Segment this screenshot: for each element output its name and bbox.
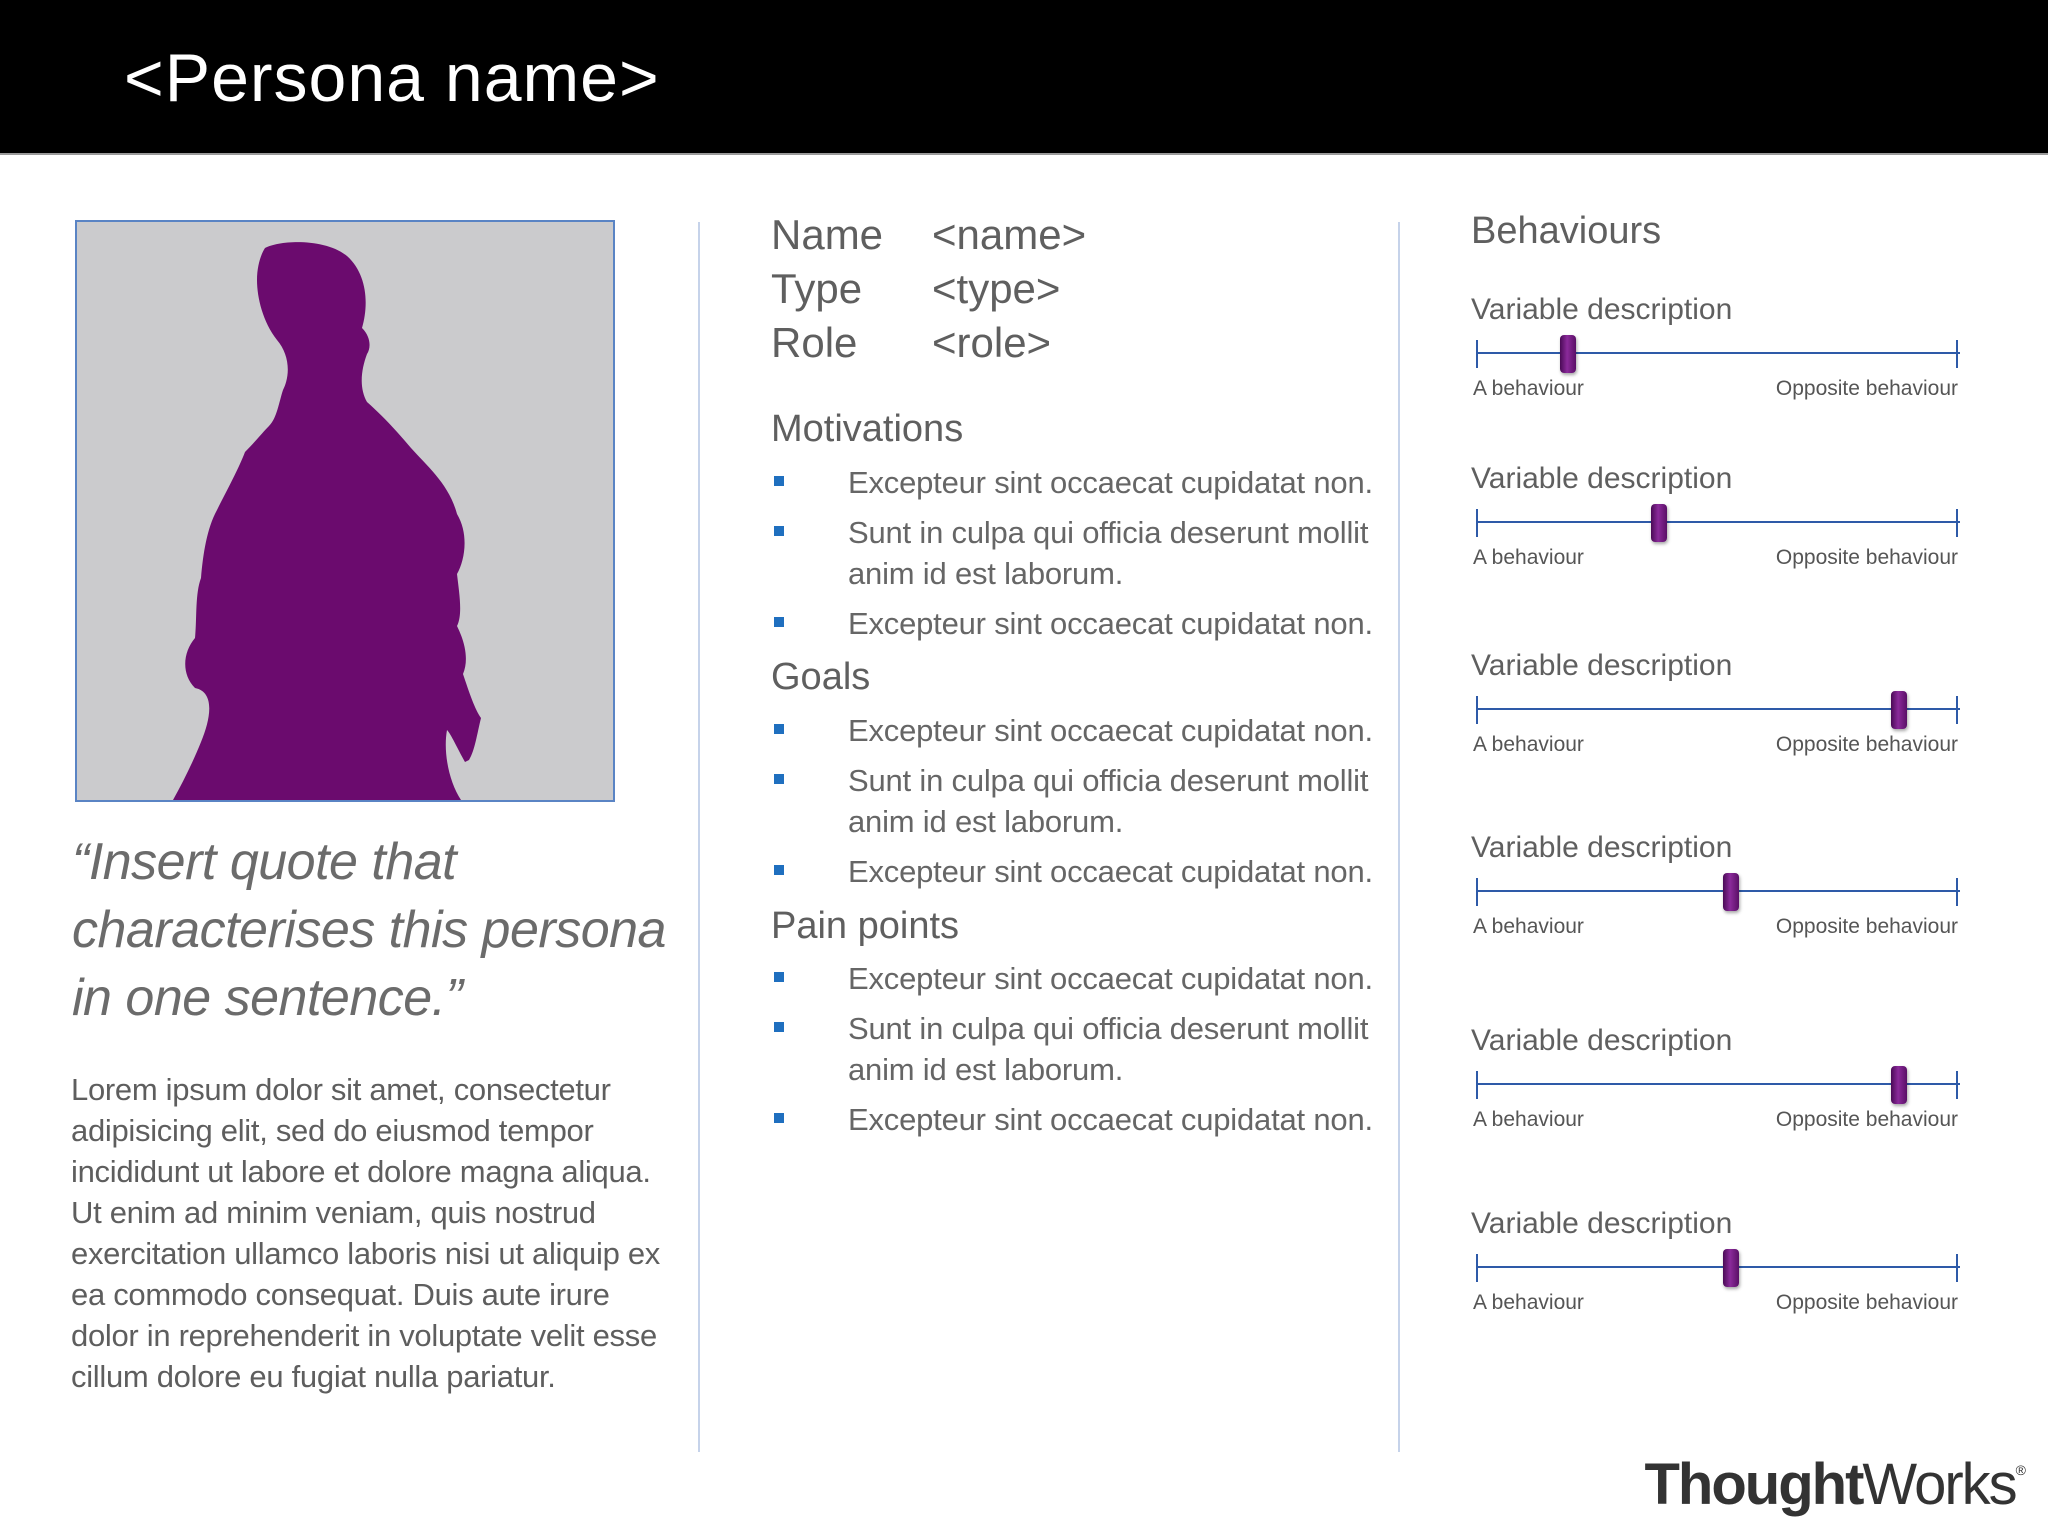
- fact-value: <type>: [932, 265, 1061, 312]
- persona-photo: [75, 220, 615, 802]
- scale-track: [1476, 521, 1960, 523]
- scale-end-right: [1956, 878, 1958, 906]
- list-item: Excepteur sint occaecat cupidatat non.: [771, 851, 1391, 892]
- scale-right-label: Opposite behaviour: [1775, 1108, 1958, 1131]
- bullet-square-icon: [774, 476, 784, 486]
- fact-row-role: [771, 316, 1086, 370]
- person-silhouette-icon: [77, 222, 613, 800]
- list-item: Excepteur sint occaecat cupidatat non.: [771, 710, 1391, 751]
- scale-end-right: [1956, 696, 1958, 724]
- bullet-square-icon: [774, 526, 784, 536]
- thoughtworks-logo: ThoughtWorks®: [1644, 1452, 2026, 1517]
- behaviour-description: Variable description: [1471, 293, 1733, 326]
- scale-end-right: [1956, 509, 1958, 537]
- bullet-square-icon: [774, 972, 784, 982]
- scale-left-label: A behaviour: [1473, 377, 1584, 400]
- scale-marker: [1723, 873, 1739, 911]
- list-item: Sunt in culpa qui officia deserunt mollit anim id est laborum.: [771, 512, 1391, 594]
- scale-track: [1476, 890, 1960, 892]
- behaviour-description: Variable description: [1471, 1024, 1733, 1057]
- list-item: Excepteur sint occaecat cupidatat non.: [771, 603, 1391, 644]
- scale-marker: [1560, 335, 1576, 373]
- fact-value: <name>: [932, 211, 1087, 258]
- goals-list: [771, 710, 1391, 901]
- fact-label: Type: [771, 265, 863, 312]
- behaviours-heading: Behaviours: [1471, 210, 1662, 252]
- pain-points-heading: Pain points: [771, 905, 960, 947]
- scale-track: [1476, 708, 1960, 710]
- bullet-square-icon: [774, 617, 784, 627]
- scale-end-right: [1956, 1071, 1958, 1099]
- fact-row-name: [771, 208, 1086, 262]
- fact-value: <role>: [932, 319, 1052, 366]
- motivations-heading: Motivations: [771, 408, 964, 450]
- bullet-square-icon: [774, 1113, 784, 1123]
- header-bar: [0, 0, 2048, 155]
- scale-marker: [1891, 1066, 1907, 1104]
- column-divider-right: [1398, 222, 1400, 1452]
- goals-heading: Goals: [771, 656, 871, 698]
- behaviour-scale: [1471, 646, 1971, 786]
- pain-points-list: [771, 958, 1391, 1149]
- bullet-square-icon: [774, 724, 784, 734]
- behaviour-scale: [1471, 459, 1971, 599]
- behaviour-scale: [1471, 1204, 1971, 1344]
- behaviour-scale: [1471, 1021, 1971, 1161]
- fact-row-type: [771, 262, 1086, 316]
- list-item: Excepteur sint occaecat cupidatat non.: [771, 462, 1391, 503]
- motivations-list: [771, 462, 1391, 653]
- scale-left-label: A behaviour: [1473, 1291, 1584, 1314]
- scale-right-label: Opposite behaviour: [1775, 546, 1958, 569]
- scale-end-left: [1476, 340, 1478, 368]
- scale-end-left: [1476, 1254, 1478, 1282]
- scale-marker: [1723, 1249, 1739, 1287]
- bullet-square-icon: [774, 774, 784, 784]
- scale-end-left: [1476, 878, 1478, 906]
- persona-name-title: <Persona name>: [124, 40, 660, 116]
- fact-label: Name: [771, 211, 884, 258]
- scale-left-label: A behaviour: [1473, 733, 1584, 756]
- scale-marker: [1891, 691, 1907, 729]
- behaviour-description: Variable description: [1471, 649, 1733, 682]
- list-item: Excepteur sint occaecat cupidatat non.: [771, 958, 1391, 999]
- behaviour-description: Variable description: [1471, 462, 1733, 495]
- scale-left-label: A behaviour: [1473, 1108, 1584, 1131]
- persona-bio: Lorem ipsum dolor sit amet, consectetur adipisicing elit, sed do eiusmod tempor incididunt ut labore et dolore magna aliqua. Ut enim ad minim veniam, quis nostrud exercitation ullamco laboris nisi ut aliquip ex ea commodo consequat. Duis aute irure dolor in reprehenderit in voluptate velit esse cillum dolore eu fugiat nulla pariatur.: [71, 1072, 660, 1394]
- scale-marker: [1651, 504, 1667, 542]
- behaviour-scale: [1471, 290, 1971, 430]
- scale-track: [1476, 1083, 1960, 1085]
- scale-end-left: [1476, 1071, 1478, 1099]
- scale-right-label: Opposite behaviour: [1775, 733, 1958, 756]
- column-divider-left: [698, 222, 700, 1452]
- scale-end-left: [1476, 509, 1478, 537]
- scale-right-label: Opposite behaviour: [1775, 377, 1958, 400]
- scale-track: [1476, 1266, 1960, 1268]
- behaviour-description: Variable description: [1471, 1207, 1733, 1240]
- behaviour-scale: [1471, 828, 1971, 968]
- scale-track: [1476, 352, 1960, 354]
- list-item: Sunt in culpa qui officia deserunt mollit anim id est laborum.: [771, 760, 1391, 842]
- scale-end-right: [1956, 340, 1958, 368]
- scale-right-label: Opposite behaviour: [1775, 1291, 1958, 1314]
- behaviour-description: Variable description: [1471, 831, 1733, 864]
- list-item: Sunt in culpa qui officia deserunt mollit anim id est laborum.: [771, 1008, 1391, 1090]
- scale-left-label: A behaviour: [1473, 546, 1584, 569]
- scale-right-label: Opposite behaviour: [1775, 915, 1958, 938]
- bullet-square-icon: [774, 1022, 784, 1032]
- scale-left-label: A behaviour: [1473, 915, 1584, 938]
- list-item: Excepteur sint occaecat cupidatat non.: [771, 1099, 1391, 1140]
- scale-end-right: [1956, 1254, 1958, 1282]
- fact-label: Role: [771, 319, 858, 366]
- scale-end-left: [1476, 696, 1478, 724]
- persona-quote: “Insert quote that characterises this persona in one sentence.”: [72, 833, 666, 1027]
- persona-facts: [771, 208, 1086, 370]
- bullet-square-icon: [774, 865, 784, 875]
